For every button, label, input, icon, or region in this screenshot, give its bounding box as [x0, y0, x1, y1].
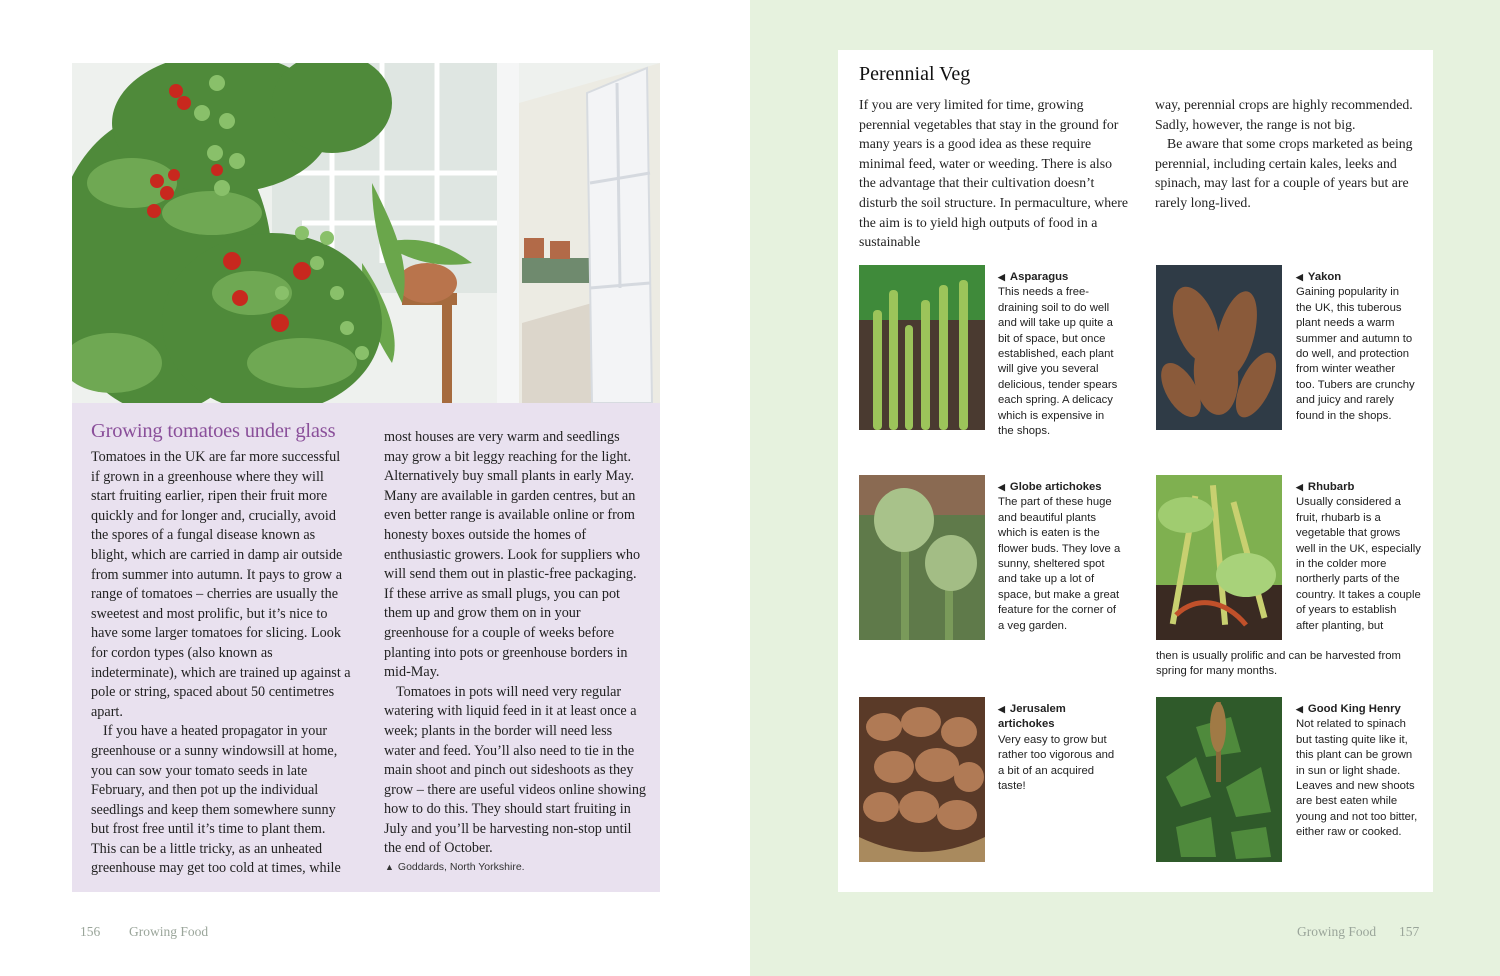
tomato-feature-panel [72, 403, 660, 892]
feature-paragraph: Tomatoes in the UK are far more successful if grown in a greenhouse where they will start fruiting earlier, ripen their fruit more quickly and for longer and, crucially, avoid the spores of a fungal disease known as blight, which are carried in damp air outside from summer into autumn. It pays to grow a range of tomatoes – cherries are usually the sweetest and most prolific, but it’s nice to have some larger tomatoes for slicing. Look for cordon types (also known as indeterminate), which are trained up against a pole or string, spaced about 50 centimetres apart. [91, 449, 351, 720]
left-pointer-icon: ◀ [998, 704, 1005, 714]
greenhouse-photo-illustration [72, 63, 660, 403]
page-number-left: 156 [80, 924, 101, 939]
feature-column-1 [91, 448, 351, 879]
veg-description: Not related to spinach but tasting quite like it, this plant can be grown in sun or light shade. Leaves and new shoots are best eaten while young and not too bitter, either raw or cooked. [1296, 718, 1418, 839]
veg-description: Usually considered a fruit, rhubarb is a vegetable that grows well in the UK, especially in the colder more northerly parts of the country. It takes a couple of years to establish after planting, but [1296, 496, 1421, 632]
left-pointer-icon: ◀ [1296, 272, 1303, 282]
running-footer-left: Growing Food [129, 924, 209, 939]
caption-up-triangle-icon: ▲ [385, 862, 394, 872]
veg-name: ◀ Jerusalem artichokes [998, 703, 1066, 731]
feature-paragraph: Tomatoes in pots will need very regular watering with liquid feed in it at least once a week; plants in the border will need less water and feed. You’ll also need to tie in the main shoot and pinch out sideshoots as they grow – there are useful videos online showing how to do this. They should start fruiting in July and you’ll be harvesting non-stop until the end of October. [384, 683, 647, 857]
left-pointer-icon: ◀ [1296, 704, 1303, 714]
veg-name: ◀ Yakon [1296, 271, 1342, 283]
intro-paragraph: Be aware that some crops marketed as being perennial, including certain kales, leeks and spinach, may last for a couple of years but are rarely long-lived. [1155, 136, 1413, 210]
jerusalem-artichoke-photo [859, 697, 985, 862]
greenhouse-tomato-photo [72, 63, 660, 403]
rhubarb-photo [1156, 475, 1282, 640]
intro-paragraph: If you are very limited for time, growing perennial vegetables that stay in the ground for many years is a good idea as these require minimal feed, water or weeding. There is also the advantage that their cultivation doesn’t disturb the soil structure. In permaculture, where the aim is to yield high outputs of food in a sustainable [859, 97, 1128, 250]
veg-description: Gaining popularity in the UK, this tuberous plant needs a warm summer and autumn to do well, and protection from winter weather too. Tubers are crunchy and juicy and rarely found in the shops. [1296, 286, 1415, 422]
intro-column-1 [859, 95, 1131, 252]
left-pointer-icon: ◀ [998, 272, 1005, 282]
feature-paragraph: most houses are very warm and seedlings may grow a bit leggy reaching for the light. Alternatively buy small plants in early May. Many are available in garden centres, but an even better range is available online or from honesty boxes outside the homes of enthusiastic growers. Look for suppliers who will send them out in plastic-free packaging. If these arrive as small plugs, you can pot them up and grow them on in your greenhouse for a couple of weeks before planting into pots or greenhouse borders in mid-May. [384, 429, 641, 681]
globe-artichoke-photo [859, 475, 985, 640]
feature-title: Growing tomatoes under glass [91, 420, 336, 442]
veg-description: Very easy to grow but rather too vigorous and a bit of an acquired taste! [998, 733, 1115, 793]
asparagus-photo [859, 265, 985, 430]
veg-description: This needs a free-draining soil to do well and will take up quite a bit of space, but once established, each plant will give you several delicious, tender spears each spring. A delicacy which is expensive in the shops. [998, 286, 1118, 438]
veg-name: ◀ Good King Henry [1296, 703, 1401, 715]
page-number-right: 157 [1399, 924, 1420, 939]
veg-item-good-king-henry [1296, 702, 1421, 841]
veg-item-yakon [1296, 270, 1416, 424]
veg-item-globe-artichokes [998, 480, 1123, 634]
veg-item-rhubarb-wrap: then is usually prolific and can be harvested from spring for many months. [1156, 650, 1401, 678]
running-footer-right: Growing Food [1297, 924, 1377, 939]
veg-name: ◀ Asparagus [998, 271, 1069, 283]
yakon-photo [1156, 265, 1282, 430]
intro-paragraph: way, perennial crops are highly recommended. Sadly, however, the range is not big. [1155, 97, 1413, 132]
feature-column-2 [384, 428, 646, 859]
veg-item-rhubarb [1296, 480, 1421, 634]
veg-item-asparagus [998, 270, 1118, 439]
veg-name: ◀ Rhubarb [1296, 481, 1355, 493]
good-king-henry-photo [1156, 697, 1282, 862]
photo-caption [385, 861, 525, 873]
veg-description: The part of these huge and beautiful plants which is eaten is the flower buds. They love a sunny, sheltered spot and take up a lot of space, but make a great feature for the corner of a veg garden. [998, 496, 1121, 632]
left-pointer-icon: ◀ [1296, 482, 1303, 492]
section-title: Perennial Veg [859, 63, 971, 85]
perennial-veg-card [838, 50, 1433, 892]
intro-column-2 [1155, 95, 1417, 213]
veg-item-jerusalem-artichokes [998, 702, 1123, 794]
left-pointer-icon: ◀ [998, 482, 1005, 492]
feature-paragraph: If you have a heated propagator in your greenhouse or a sunny windowsill at home, you can sow your tomato seeds in late February, and then pot up the individual seedlings and keep them somewhere sunny but frost free until it’s time to plant them. This can be a little tricky, as an unheated greenhouse may get too cold at times, while [91, 723, 341, 877]
veg-name: ◀ Globe artichokes [998, 481, 1102, 493]
caption-text: Goddards, North Yorkshire. [397, 861, 525, 873]
